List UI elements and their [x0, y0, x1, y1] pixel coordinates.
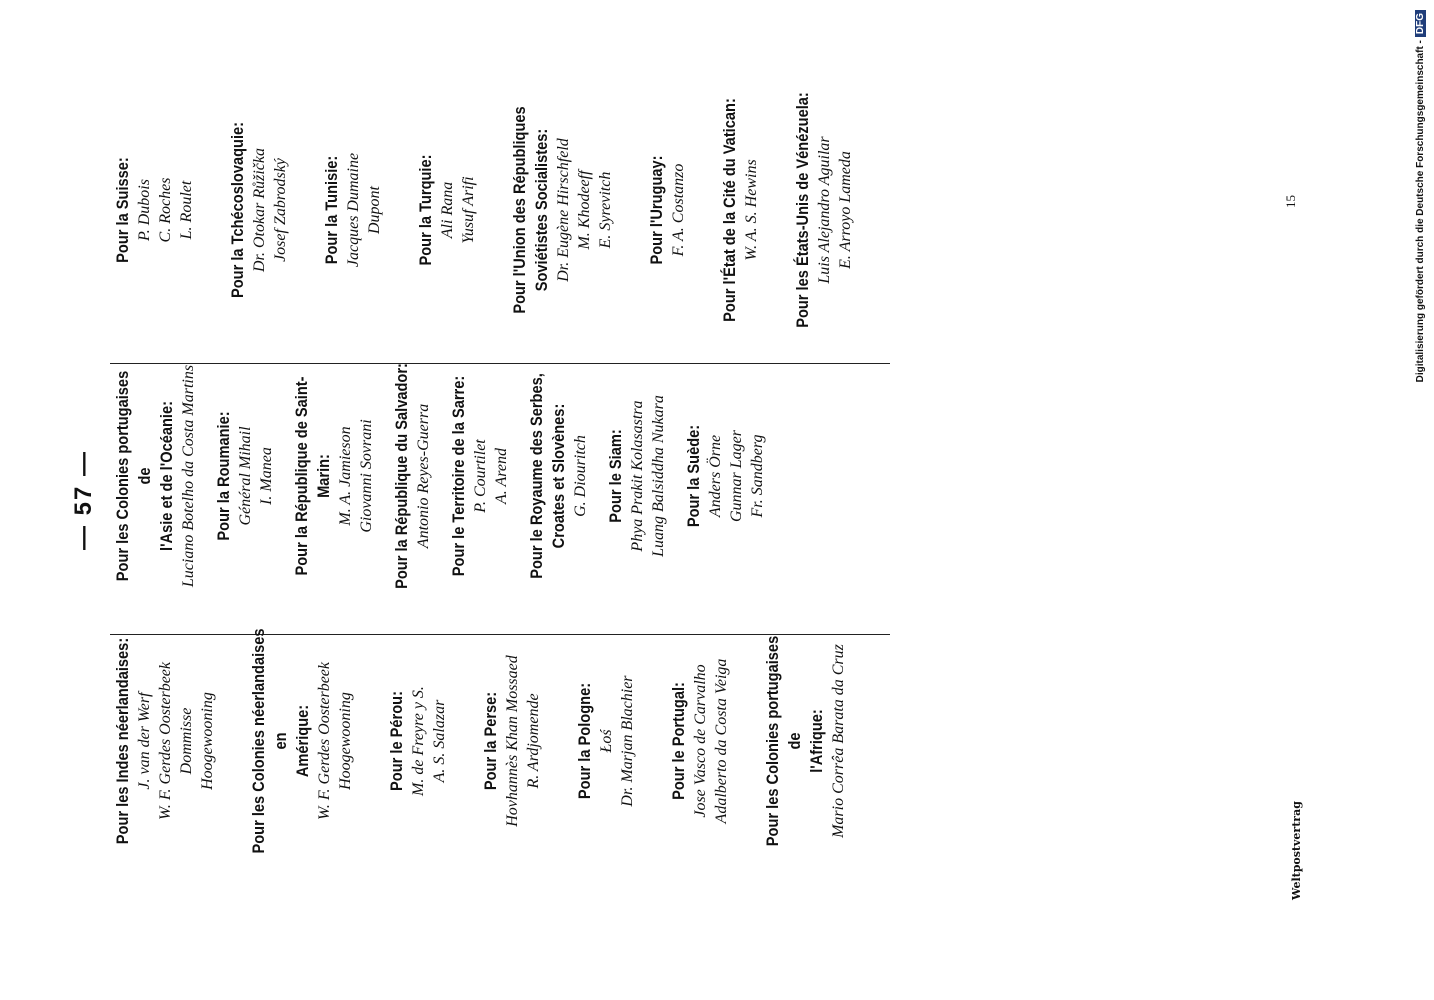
signer-name: Dr. Eugène Hirschfeld	[555, 138, 572, 282]
signer-name: Dr. Otokar Růžička	[251, 148, 268, 272]
signer-name: C. Roches	[157, 177, 174, 243]
signer-name: W. A. S. Hewins	[743, 159, 760, 261]
signer-name: R. Ardjomende	[525, 693, 542, 789]
signatory-block	[248, 607, 356, 875]
footer-number: 15	[1283, 195, 1298, 208]
country-heading: Pour la Turquie:	[416, 154, 435, 266]
signer-name: Gunnar Lager	[728, 430, 745, 523]
signatory-block	[291, 342, 377, 610]
country-heading: Pour l'Union des Républiques	[510, 106, 529, 314]
dfg-logo: DFG	[1415, 10, 1426, 37]
footer-left: Weltpostvertrag	[1290, 801, 1303, 900]
signer-name: Fr. Sandberg	[749, 434, 766, 518]
country-heading: Pour la République de Saint-Marin:	[292, 376, 333, 576]
country-heading: Pour les États-Unis de Vénézuela:	[793, 92, 812, 328]
signer-name: E. Arroyo Lameda	[837, 151, 854, 269]
country-heading: Pour la Tunisie:	[322, 155, 341, 265]
signatory-block	[526, 342, 591, 610]
signer-name: M. de Freyre y S.	[410, 686, 427, 796]
country-heading: Pour la Tchécoslovaquie:	[228, 121, 247, 299]
country-heading: Croates et Slovènes:	[549, 403, 568, 549]
signer-name: Adalberto da Costa Veiga	[713, 658, 730, 824]
signatory-column-2	[112, 342, 782, 610]
signer-name: G. Diouritch	[572, 435, 589, 517]
digitization-note	[1415, 10, 1426, 630]
signer-name: Dommisse	[178, 707, 195, 775]
signer-name: A. S. Salazar	[431, 699, 448, 783]
signer-name: E. Syrevitch	[597, 171, 614, 249]
signer-name: Mario Corrêa Barata da Cruz	[830, 644, 847, 838]
signatory-block	[480, 607, 544, 875]
signer-name: Luang Balsiddha Nukara	[650, 395, 667, 557]
country-heading: Pour les Indes néerlandaises:	[113, 637, 132, 845]
country-heading: Pour le Portugal:	[669, 682, 688, 800]
signer-name: Antonio Reyes-Guerra	[415, 403, 432, 549]
country-heading: Pour la République du Salvador:	[392, 363, 411, 589]
signatory-block	[719, 60, 762, 360]
signer-name: Yusuf Arifi	[460, 176, 477, 244]
signer-name: A. Arend	[493, 448, 510, 504]
signer-name: Josef Zabrodský	[272, 158, 289, 262]
signer-name: Luis Alejandro Aguilar	[816, 136, 833, 284]
signer-name: Général Mihail	[237, 426, 254, 526]
signatory-block	[605, 342, 669, 610]
signatory-block	[112, 607, 218, 875]
signer-name: M. Khodeeff	[576, 170, 593, 250]
country-heading: Pour la Pologne:	[575, 682, 594, 800]
signer-name: Anders Örne	[707, 434, 724, 518]
digitization-text: Digitalisierung gefördert durch die Deutsche Forschungsgemeinschaft -	[1415, 40, 1426, 383]
signatory-block	[112, 60, 197, 360]
country-heading: Pour les Colonies néerlandaises en	[249, 628, 290, 854]
signer-name: Phya Prakit Kolasastra	[629, 400, 646, 552]
signatory-block	[213, 342, 277, 610]
signer-name: Luciano Botelho da Costa Martins	[180, 364, 197, 588]
signer-name: P. Courtilet	[472, 439, 489, 513]
country-heading: Pour la Perse:	[481, 691, 500, 791]
country-heading: Pour le Royaume des Serbes,	[527, 373, 546, 579]
country-heading: Pour les Colonies portugaises de	[113, 370, 154, 582]
signer-name: Jacques Dumaine	[345, 152, 362, 268]
signatory-block	[646, 60, 689, 360]
signer-name: F. A. Costanzo	[670, 163, 687, 257]
signatory-block	[415, 60, 479, 360]
signatory-block	[668, 607, 732, 875]
signer-name: W. F. Gerdes Oosterbeek	[316, 661, 333, 821]
signer-name: J. van der Werf	[136, 692, 153, 790]
country-heading: Pour la Roumanie:	[214, 411, 233, 541]
signatory-block	[683, 342, 768, 610]
signer-name: Giovanni Sovrani	[358, 419, 375, 533]
country-heading: Pour la Suisse:	[113, 157, 132, 263]
signer-name: I. Manea	[258, 447, 275, 505]
country-heading: Pour le Siam:	[606, 429, 625, 523]
signer-name: Łoś	[598, 729, 615, 753]
signatory-column-1	[112, 607, 879, 875]
signatory-column-3	[112, 60, 886, 360]
country-heading: Pour le Pérou:	[387, 691, 406, 791]
signer-name: Hovhannès Khan Mossaed	[504, 655, 521, 827]
country-heading: Pour le Territoire de la Sarre:	[449, 375, 468, 577]
signatory-block	[386, 607, 450, 875]
signatory-block	[321, 60, 385, 360]
signatory-block	[762, 607, 849, 875]
country-heading: Pour la Suède:	[684, 424, 703, 528]
country-heading: Amérique:	[293, 704, 312, 778]
page-number: — 57 —	[70, 449, 97, 551]
country-heading: Pour l'État de la Cité du Vatican:	[720, 98, 739, 322]
signatory-block	[227, 60, 291, 360]
signatory-block	[509, 60, 616, 360]
country-heading: Pour l'Uruguay:	[647, 155, 666, 265]
signatory-block	[112, 342, 199, 610]
signer-name: Hoogewooning	[337, 692, 354, 790]
signer-name: Ali Rana	[439, 181, 456, 239]
signatory-block	[391, 342, 434, 610]
signer-name: Jose Vasco de Carvalho	[692, 664, 709, 818]
signer-name: M. A. Jamieson	[337, 426, 354, 526]
signer-name: W. F. Gerdes Oosterbeek	[157, 661, 174, 821]
signer-name: Hoogewooning	[199, 692, 216, 790]
country-heading: l'Asie et de l'Océanie:	[157, 401, 176, 551]
signatory-block	[792, 60, 856, 360]
signer-name: P. Dubois	[136, 179, 153, 241]
signatory-block	[448, 342, 512, 610]
signer-name: L. Roulet	[178, 180, 195, 240]
signatory-block	[574, 607, 638, 875]
country-heading: l'Afrique:	[807, 709, 826, 773]
signer-name: Dupont	[366, 186, 383, 234]
signer-name: Dr. Marjan Blachier	[619, 675, 636, 807]
country-heading: Soviétistes Socialistes:	[532, 128, 551, 292]
country-heading: Pour les Colonies portugaises de	[763, 635, 804, 847]
